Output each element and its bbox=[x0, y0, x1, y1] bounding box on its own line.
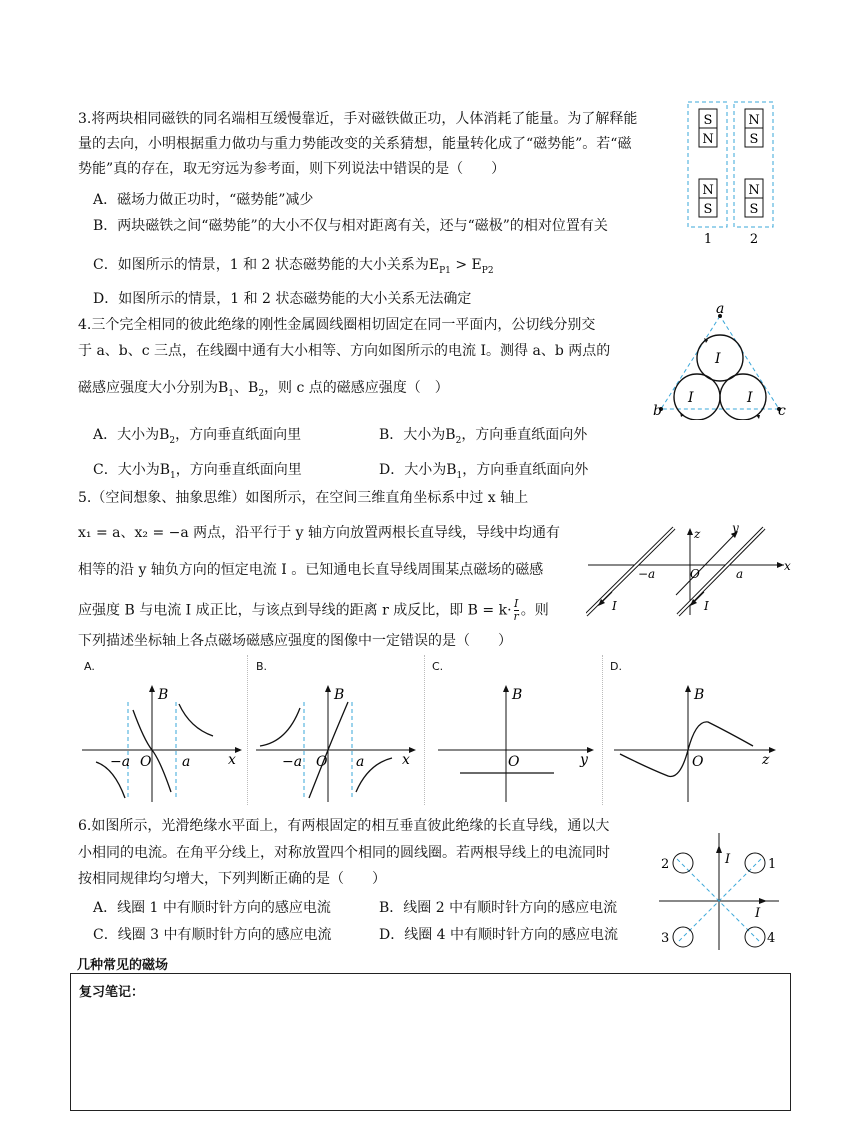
graph-a-mark-a: a bbox=[182, 754, 191, 770]
q3-line-2: 量的去向，小明根据重力做功与重力势能改变的关系猜想，能量转化成了“磁势能”。若“磁 bbox=[78, 136, 632, 152]
q6-line-3: 按相同规律均匀增大，下列判断正确的是（ ） bbox=[78, 871, 386, 887]
q6-option-b: B．线圈 2 中有顺时针方向的感应电流 bbox=[379, 900, 618, 916]
q5-line-3: 相等的沿 y 轴负方向的恒定电流 I 。已知通电长直导线周围某点磁场的磁感 bbox=[78, 562, 544, 578]
q4-option-d: D．大小为$B_1$，方向垂直纸面向外 bbox=[379, 462, 589, 481]
magnet-2-top-pole-b: S bbox=[749, 132, 759, 147]
q4-coils-figure bbox=[650, 300, 790, 420]
q3-line-3: 势能”真的存在，取无穷远为参考面，则下列说法中错误的是（ ） bbox=[78, 161, 506, 177]
graph-b-mark-neg-a: −a bbox=[282, 754, 303, 770]
graph-b-mark-a: a bbox=[356, 754, 365, 770]
point-a: a bbox=[736, 567, 744, 581]
q4-option-b: B．大小为$B_2$，方向垂直纸面向外 bbox=[379, 427, 588, 446]
coil-label-2: 2 bbox=[661, 857, 670, 872]
q4-line-1: 4.三个完全相同的彼此绝缘的刚性金属圆线圈相切固定在同一平面内，公切线分别交 bbox=[78, 317, 596, 333]
q6-option-c: C．线圈 3 中有顺时针方向的感应电流 bbox=[93, 927, 332, 943]
q5-line-5: 下列描述坐标轴上各点磁场磁感应强度的图像中一定错误的是（ ） bbox=[78, 633, 512, 649]
review-notes-box[interactable] bbox=[70, 973, 791, 1111]
coil-label-1: 1 bbox=[768, 857, 777, 872]
current-label-left-wire: I bbox=[612, 599, 617, 613]
vertex-a: a bbox=[716, 301, 725, 317]
state-label-1: 1 bbox=[703, 232, 713, 247]
graph-a-label: A. bbox=[84, 660, 95, 673]
origin-label: O bbox=[690, 567, 700, 581]
q5-wires-figure bbox=[586, 520, 796, 620]
q4-line-3: 磁感应强度大小分别为$B_1$、$B_2$，则 c 点的磁感应强度（ ） bbox=[78, 380, 449, 399]
state-label-2: 2 bbox=[749, 232, 759, 247]
q5-line-1: 5.（空间想象、抽象思维）如图所示，在空间三维直角坐标系中过 x 轴上 bbox=[78, 490, 529, 506]
q6-coils-figure bbox=[655, 825, 785, 955]
q4-option-a: A．大小为$B_2$，方向垂直纸面向里 bbox=[93, 427, 302, 446]
graph-b bbox=[252, 680, 424, 805]
graph-c-xaxis: y bbox=[580, 752, 588, 768]
magnet-2-top-pole-a: N bbox=[748, 113, 760, 128]
coil-label-3: 3 bbox=[661, 931, 670, 946]
graph-b-origin: O bbox=[316, 754, 328, 770]
graph-a-xaxis: x bbox=[228, 752, 236, 768]
q3-magnets-figure bbox=[684, 98, 779, 248]
graph-d bbox=[608, 680, 786, 805]
current-label-right: I bbox=[747, 390, 753, 406]
q4-line-2: 于 a、b、c 三点，在线圈中通有大小相等、方向如图所示的电流 I。测得 a、b 两点的 bbox=[78, 343, 611, 359]
axis-label-z: z bbox=[694, 527, 701, 541]
q4-option-c: C．大小为$B_1$，方向垂直纸面向里 bbox=[93, 462, 302, 481]
review-notes-label: 复习笔记： bbox=[79, 985, 145, 1000]
graph-b-xaxis: x bbox=[402, 752, 410, 768]
q3-option-d: D．如图所示的情景，1 和 2 状态磁势能的大小关系无法确定 bbox=[93, 291, 472, 307]
current-label-left: I bbox=[688, 390, 694, 406]
graph-b-label: B. bbox=[256, 660, 268, 673]
vertex-b: b bbox=[653, 403, 662, 419]
graph-d-origin: O bbox=[692, 754, 704, 770]
current-label-top: I bbox=[715, 351, 721, 367]
current-label-vertical: I bbox=[725, 852, 731, 867]
graph-c-origin: O bbox=[508, 754, 520, 770]
graph-d-xaxis: z bbox=[762, 752, 770, 768]
q3-line-1: 3.将两块相同磁铁的同名端相互缓慢靠近，手对磁铁做正功，人体消耗了能量。为了解释能 bbox=[78, 111, 638, 127]
section-title: 几种常见的磁场 bbox=[77, 958, 169, 973]
graph-a bbox=[78, 680, 248, 805]
magnet-1-bottom-pole-b: S bbox=[703, 202, 713, 217]
graph-a-yaxis: B bbox=[158, 687, 169, 703]
current-label-horizontal: I bbox=[755, 906, 761, 921]
axis-label-y: y bbox=[732, 521, 739, 535]
graph-a-mark-neg-a: −a bbox=[110, 754, 131, 770]
axis-label-x: x bbox=[784, 559, 791, 573]
graph-c bbox=[430, 680, 602, 805]
q5-line-2: x₁ = a、x₂ = −a 两点，沿平行于 y 轴方向放置两根长直导线，导线中均通有 bbox=[78, 525, 560, 541]
q6-option-a: A．线圈 1 中有顺时针方向的感应电流 bbox=[93, 900, 331, 916]
q3-option-b: B．两块磁铁之间“磁势能”的大小不仅与相对距离有关，还与“磁极”的相对位置有关 bbox=[93, 218, 608, 234]
coil-label-4: 4 bbox=[767, 931, 776, 946]
vertex-c: c bbox=[778, 403, 786, 419]
q3-option-a: A．磁场力做正功时，“磁势能”减少 bbox=[93, 192, 314, 208]
q6-line-1: 6.如图所示，光滑绝缘水平面上，有两根固定的相互垂直彼此绝缘的长直导线，通以大 bbox=[78, 818, 610, 834]
magnet-1-top-pole-b: N bbox=[702, 132, 714, 147]
graph-c-yaxis: B bbox=[512, 687, 523, 703]
magnet-2-bottom-pole-a: N bbox=[748, 183, 760, 198]
q5-line-4: 应强度 B 与电流 I 成正比，与该点到导线的距离 r 成反比，即 B = k· $\frac{I}{r}$ 。则 bbox=[78, 597, 549, 623]
q3-option-c: C．如图所示的情景，1 和 2 状态磁势能的大小关系为$E_{P1} > E_{P2}$ bbox=[93, 257, 494, 276]
magnet-1-top-pole-a: S bbox=[703, 113, 713, 128]
graph-d-label: D. bbox=[610, 660, 622, 673]
graph-d-yaxis: B bbox=[694, 687, 705, 703]
point-neg-a: −a bbox=[638, 567, 656, 581]
q6-line-2: 小相同的电流。在角平分线上，对称放置四个相同的圆线圈。若两根导线上的电流同时 bbox=[78, 845, 610, 861]
graph-a-origin: O bbox=[140, 754, 152, 770]
graph-c-label: C. bbox=[432, 660, 444, 673]
graph-b-yaxis: B bbox=[334, 687, 345, 703]
current-label-right-wire: I bbox=[704, 599, 709, 613]
q6-option-d: D．线圈 4 中有顺时针方向的感应电流 bbox=[379, 927, 619, 943]
magnet-1-bottom-pole-a: N bbox=[702, 183, 714, 198]
magnet-2-bottom-pole-b: S bbox=[749, 202, 759, 217]
